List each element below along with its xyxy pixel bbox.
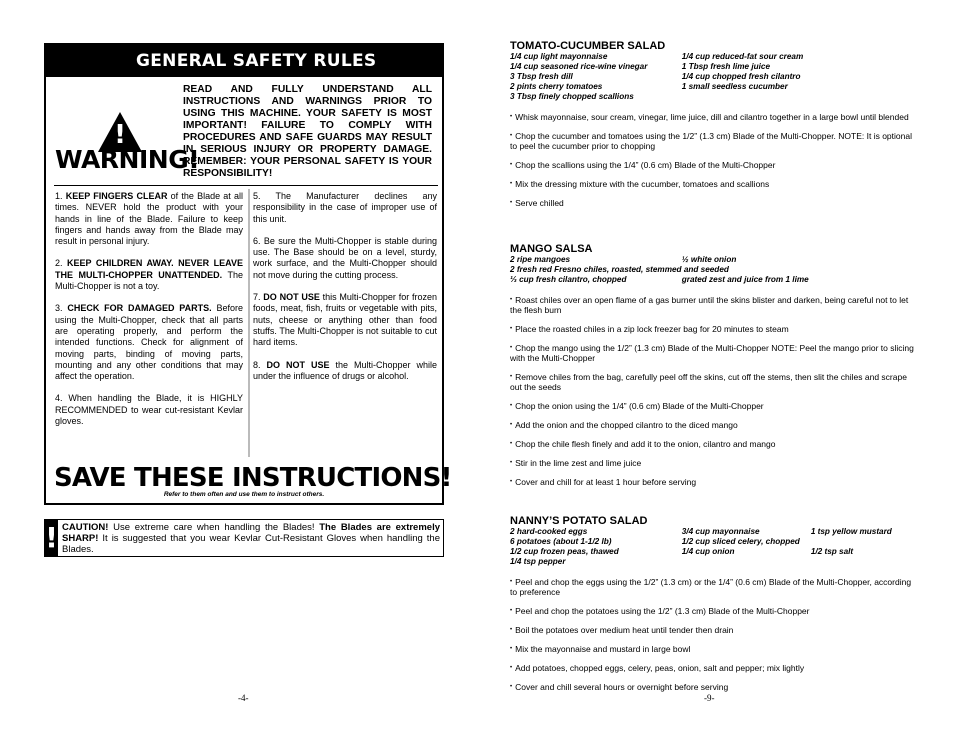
page-number-right: -9- — [704, 693, 715, 703]
ingredient-row — [510, 537, 920, 547]
rule-item: 2. KEEP CHILDREN AWAY. NEVER LEAVE THE MULTI-CHOPPER UNATTENDED. The Multi-Chopper is not a toy. — [55, 258, 243, 292]
ingredient: 1/2 cup sliced celery, chopped — [681, 537, 800, 546]
caution-text: CAUTION! Use extreme care when handling the Blades! The Blades are extremely SHARP! It is suggested that you wear Kevlar Cut-Resistant Gloves when handling the Blades. — [62, 522, 440, 555]
bullet-icon: • — [510, 162, 513, 168]
ingredient-list — [510, 52, 920, 102]
exclamation-icon: ! — [114, 120, 126, 150]
step-text: Serve chilled — [515, 198, 564, 208]
bullet-icon: • — [510, 200, 513, 206]
ingredient-row — [510, 527, 920, 537]
ingredient: 2 fresh red Fresno chiles, roasted, stemmed and seeded — [510, 265, 729, 274]
ingredient-row — [510, 52, 920, 62]
step-text: Peel and chop the potatoes using the 1/2” (1.3 cm) Blade of the Multi-Chopper — [515, 606, 810, 616]
step-item — [510, 644, 920, 654]
bullet-icon: • — [510, 608, 513, 614]
rule-item: 8. DO NOT USE the Multi-Chopper while under the influence of drugs or alcohol. — [253, 359, 437, 381]
save-instructions-title: SAVE THESE INSTRUCTIONS! — [54, 463, 452, 493]
ingredient-row — [510, 82, 920, 92]
ingredient — [811, 52, 920, 62]
step-list — [510, 577, 920, 692]
rule-item: 3. CHECK FOR DAMAGED PARTS. Before using the Multi-Chopper, check that all parts are operating properly, and perform the intended functions. Check for alignment of moving parts, binding of moving parts, mounting and any other conditions that may affect the operation. — [55, 303, 243, 382]
page-number-left: -4- — [238, 693, 249, 703]
ingredient: 3/4 cup mayonnaise — [681, 527, 760, 536]
ingredient — [811, 557, 920, 567]
recipe-title: TOMATO-CUCUMBER SALAD — [510, 40, 666, 52]
ingredient-list — [510, 527, 920, 567]
ingredient-row — [510, 557, 920, 567]
step-text: Chop the chile flesh finely and add it to the onion, cilantro and mango — [515, 439, 776, 449]
step-item — [510, 324, 920, 334]
rule-item: 6. Be sure the Multi-Chopper is stable during use. The Base should be on a level, sturdy, work surface, and the Multi-Chopper should not move during the cutting process. — [253, 235, 437, 280]
step-text: Mix the mayonnaise and mustard in large bowl — [515, 644, 691, 654]
bullet-icon: • — [510, 579, 513, 585]
ingredient: 1/2 cup frozen peas, thawed — [510, 547, 619, 556]
column-divider — [248, 189, 250, 457]
step-item — [510, 439, 920, 449]
step-text: Whisk mayonnaise, sour cream, vinegar, lime juice, dill and cilantro together in a large bowl until blended — [515, 112, 909, 122]
ingredient: 1 tsp yellow mustard — [810, 527, 892, 536]
step-item — [510, 131, 920, 151]
ingredient: grated zest and juice from 1 lime — [681, 275, 809, 284]
ingredient-row — [510, 72, 920, 82]
ingredient: 1/4 cup reduced-fat sour cream — [681, 52, 804, 61]
ingredient: 2 hard-cooked eggs — [510, 527, 588, 536]
step-text: Peel and chop the eggs using the 1/2” (1.3 cm) or the 1/4” (0.6 cm) Blade of the Multi-Chopper, according to preference — [510, 577, 912, 597]
ingredient — [811, 62, 920, 72]
warning-label: WARNING! — [55, 145, 200, 174]
ingredient: ⅓ cup fresh cilantro, chopped — [510, 275, 627, 284]
step-text: Stir in the lime zest and lime juice — [515, 458, 642, 468]
ingredient — [682, 92, 811, 102]
bullet-icon: • — [510, 665, 513, 671]
ingredient — [811, 537, 920, 547]
divider — [54, 185, 438, 186]
step-item — [510, 343, 920, 363]
bullet-icon: • — [510, 479, 513, 485]
step-text: Cover and chill for at least 1 hour before serving — [515, 477, 697, 487]
ingredient: 1/4 cup seasoned rice-wine vinegar — [510, 62, 648, 71]
ingredient — [811, 72, 920, 82]
ingredient-row — [510, 255, 920, 265]
rules-column-left — [55, 191, 243, 438]
step-item — [510, 477, 920, 487]
step-list — [510, 112, 920, 208]
ingredient: 2 ripe mangoes — [510, 255, 571, 264]
recipe-title: NANNY’S POTATO SALAD — [510, 515, 648, 527]
ingredient — [811, 82, 920, 92]
ingredient — [682, 557, 811, 567]
step-item — [510, 179, 920, 189]
step-item — [510, 682, 920, 692]
ingredient-row — [510, 265, 920, 275]
exclamation-icon: ! — [45, 521, 58, 554]
safety-header: GENERAL SAFETY RULES — [46, 45, 442, 77]
step-text: Add the onion and the chopped cilantro to the diced mango — [515, 420, 738, 430]
ingredient: ½ white onion — [681, 255, 737, 264]
ingredient: 1/4 cup onion — [681, 547, 735, 556]
ingredient: 3 Tbsp fresh dill — [510, 72, 573, 81]
save-instructions-subtitle: Refer to them often and use them to instruct others. — [163, 491, 325, 498]
recipe-title: MANGO SALSA — [510, 243, 593, 255]
rule-item: 1. KEEP FINGERS CLEAR of the Blade at all times. NEVER hold the product with your hands in line of the Blade. Failure to keep fingers and hands away from the Blade may result in personal injury. — [55, 191, 243, 247]
step-text: Chop the mango using the 1/2” (1.3 cm) Blade of the Multi-Chopper NOTE: Peel the mango prior to slicing with the Multi-Chopper — [510, 343, 914, 363]
bullet-icon: • — [510, 181, 513, 187]
warning-intro: READ AND FULLY UNDERSTAND ALL INSTRUCTIONS AND WARNINGS PRIOR TO USING THIS MACHINE. YOUR SAFETY IS MOST IMPORTANT! FAILURE TO COMPLY WITH PROCEDURES AND SAFE GUARDS MAY RESULT IN SERIOUS INJURY OR PROPERTY DAMAGE. REMEMBER: YOUR PERSONAL SAFETY IS YOUR RESPONSIBILITY! — [183, 84, 432, 179]
step-item — [510, 198, 920, 208]
bullet-icon: • — [510, 646, 513, 652]
ingredient-row — [510, 275, 920, 285]
step-list — [510, 295, 920, 487]
rule-item: 4. When handling the Blade, it is HIGHLY RECOMMENDED to wear cut-resistant Kevlar gloves. — [55, 393, 243, 427]
step-text: Mix the dressing mixture with the cucumber, tomatoes and scallions — [515, 179, 770, 189]
step-item — [510, 372, 920, 392]
ingredient: 6 potatoes (about 1-1/2 lb) — [510, 537, 612, 546]
bullet-icon: • — [510, 422, 513, 428]
ingredient: 1/4 tsp pepper — [510, 557, 566, 566]
ingredient: 1 small seedless cucumber — [681, 82, 788, 91]
ingredient: 1/4 cup chopped fresh cilantro — [681, 72, 801, 81]
ingredient-list — [510, 255, 920, 285]
ingredient-row — [510, 62, 920, 72]
step-item — [510, 663, 920, 673]
step-text: Roast chiles over an open flame of a gas burner until the skins blister and darken, being careful not to let the flesh burn — [510, 295, 909, 315]
step-item — [510, 458, 920, 468]
bullet-icon: • — [510, 345, 513, 351]
step-item — [510, 606, 920, 616]
rule-item: 5. The Manufacturer declines any responsibility in the case of improper use of this unit. — [253, 191, 437, 224]
step-text: Place the roasted chiles in a zip lock freezer bag for 20 minutes to steam — [515, 324, 789, 334]
ingredient — [683, 265, 811, 275]
bullet-icon: • — [510, 441, 513, 447]
bullet-icon: • — [510, 297, 513, 303]
bullet-icon: • — [510, 460, 513, 466]
step-text: Add potatoes, chopped eggs, celery, peas, onion, salt and pepper; mix lightly — [515, 663, 805, 673]
step-item — [510, 625, 920, 635]
ingredient: 1/4 cup light mayonnaise — [510, 52, 608, 61]
bullet-icon: • — [510, 133, 513, 139]
ingredient: 1/2 tsp salt — [810, 547, 854, 556]
bullet-icon: • — [510, 403, 513, 409]
ingredient: 1 Tbsp fresh lime juice — [681, 62, 771, 71]
step-item — [510, 295, 920, 315]
step-text: Cover and chill several hours or overnight before serving — [515, 682, 729, 692]
step-text: Chop the cucumber and tomatoes using the 1/2” (1.3 cm) Blade of the Multi-Chopper. NOTE: It is optional to peel the cucumber prior to chopping — [510, 131, 912, 151]
safety-rules-box — [44, 43, 452, 505]
step-item — [510, 577, 920, 597]
bullet-icon: • — [510, 684, 513, 690]
bullet-icon: • — [510, 326, 513, 332]
recipe-section — [510, 515, 920, 701]
step-item — [510, 112, 920, 122]
step-item — [510, 420, 920, 430]
bullet-icon: • — [510, 627, 513, 633]
ingredient — [811, 92, 920, 102]
ingredient: 2 pints cherry tomatoes — [510, 82, 603, 91]
rules-column-right — [253, 191, 437, 393]
ingredient — [811, 265, 920, 275]
rule-item: 7. DO NOT USE this Multi-Chopper for frozen foods, meat, fish, fruits or vegetable with pits, nuts, cheese or anything other than food stuffs. The Multi-Chopper is not suitable to cut hard items. — [253, 292, 437, 348]
caution-box — [44, 519, 444, 557]
bullet-icon: • — [510, 374, 513, 380]
ingredient: 3 Tbsp finely chopped scallions — [510, 92, 634, 101]
step-text: Remove chiles from the bag, carefully peel off the skins, cut off the stems, then slit the chiles and scrape out the seeds — [510, 372, 907, 392]
step-item — [510, 160, 920, 170]
recipe-section — [510, 243, 920, 496]
step-text: Chop the scallions using the 1/4” (0.6 cm) Blade of the Multi-Chopper — [515, 160, 776, 170]
ingredient — [811, 275, 920, 285]
recipe-section — [510, 40, 920, 217]
ingredient — [811, 255, 920, 265]
ingredient-row — [510, 547, 920, 557]
step-item — [510, 401, 920, 411]
step-text: Chop the onion using the 1/4” (0.6 cm) Blade of the Multi-Chopper — [515, 401, 764, 411]
step-text: Boil the potatoes over medium heat until tender then drain — [515, 625, 734, 635]
ingredient-row — [510, 92, 920, 102]
bullet-icon: • — [510, 114, 513, 120]
